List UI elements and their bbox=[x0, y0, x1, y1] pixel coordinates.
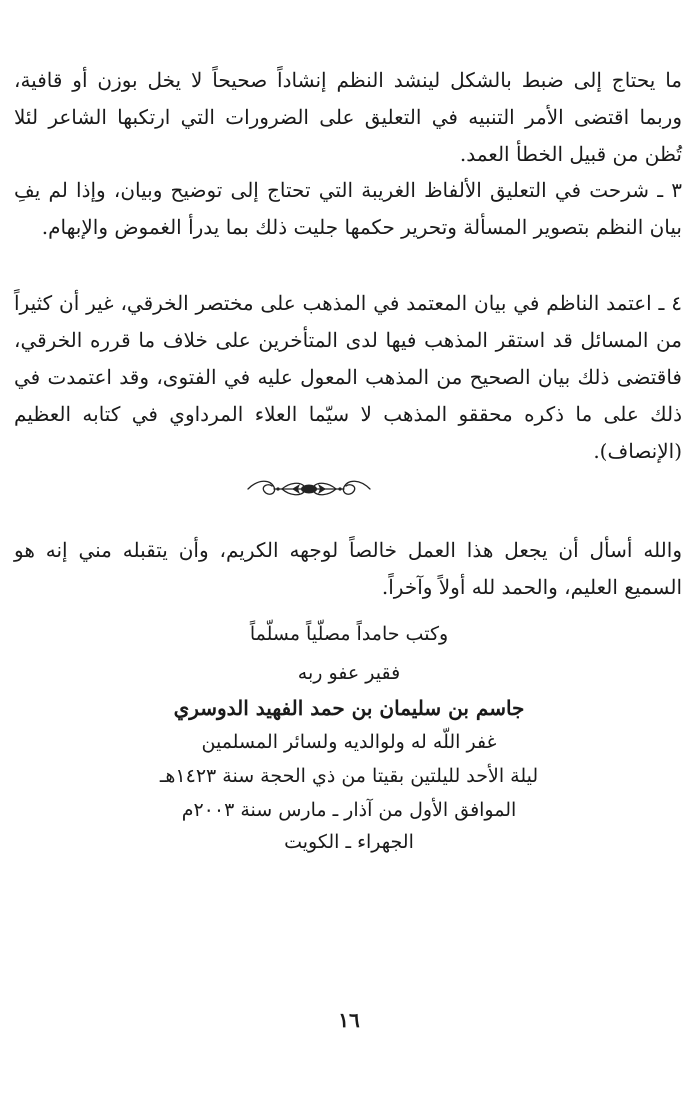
item-4-paragraph: ٤ ـ اعتمد الناظم في بيان المعتمد في المذهب على مختصر الخرقي، غير أن كثيراً من المسائل قد استقر المذهب فيها لدى المتأخرين على خلاف ما قرره الخرقي، فاقتضى ذلك بيان الصحيح من المذهب المعول عليه في الفتوى، وقد اعتمدت في ذلك على ما ذكره محققو المذهب لا سيّما العلاء المرداوي في كتابه العظيم (الإنصاف). bbox=[14, 291, 682, 463]
signature-prayer-line: غفر اللّه له ولوالديه ولسائر المسلمين bbox=[201, 731, 497, 753]
hijri-date-line: ليلة الأحد لليلتين بقيتا من ذي الحجة سنة ١٤٢٣هـ bbox=[159, 765, 539, 787]
gregorian-date-line: الموافق الأول من آذار ـ مارس سنة ٢٠٠٣م bbox=[181, 799, 517, 821]
author-name: جاسم بن سليمان بن حمد الفهيد الدوسري bbox=[173, 696, 525, 720]
signature-line-2: فقير عفو ربه bbox=[297, 662, 401, 684]
signature-line-1: وكتب حامداً مصلّياً مسلّماً bbox=[249, 623, 449, 645]
item-3-paragraph: ٣ ـ شرحت في التعليق الألفاظ الغريبة التي تحتاج إلى توضيح وبيان، وإذا لم يفِ بيان النظم بتصوير المسألة وتحرير حكمها جليت ذلك بما يدرأ الغموض والإبهام. bbox=[14, 178, 682, 239]
item-3-block bbox=[14, 172, 682, 246]
closing-paragraph: والله أسأل أن يجعل هذا العمل خالصاً لوجهه الكريم، وأن يتقبله مني إنه هو السميع العليم، والحمد لله أولاً وآخراً. bbox=[14, 538, 682, 599]
page-number: ١٦ bbox=[338, 1008, 360, 1032]
intro-paragraph: ما يحتاج إلى ضبط بالشكل لينشد النظم إنشاداً صحيحاً لا يخل بوزن أو قافية، وربما اقتضى الأمر التنبيه في التعليق على الضرورات التي ارتكبها الشاعر لئلا تُظن من قبيل الخطأ العمد. bbox=[14, 68, 682, 166]
floral-divider-icon bbox=[244, 472, 374, 506]
item-4-block bbox=[14, 285, 682, 470]
place-line: الجهراء ـ الكويت bbox=[284, 831, 414, 853]
intro-paragraph-block bbox=[14, 62, 682, 173]
closing-paragraph-block bbox=[14, 532, 682, 606]
